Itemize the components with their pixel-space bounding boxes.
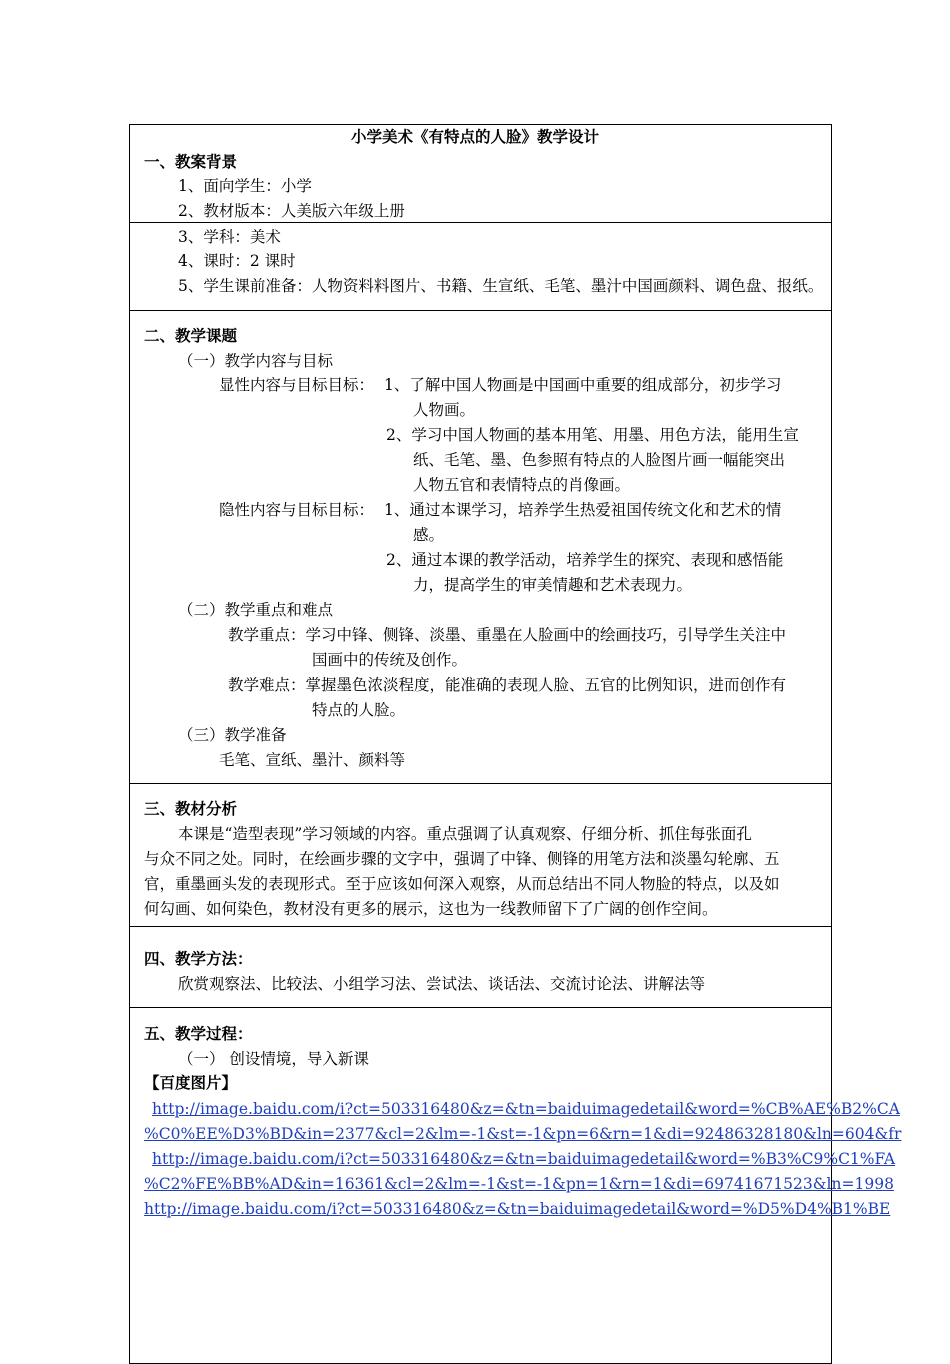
explicit-goal-line: 纸、毛笔、墨、色参照有特点的人脸图片画一幅能突出 (413, 451, 786, 469)
baidu-image-link[interactable]: %C0%EE%D3%BD&in=2377&cl=2&lm=-1&st=-1&pn=6&rn=1&di=92486328180&ln=604&fr (144, 1125, 902, 1143)
implicit-goal-line: 2、通过本课的教学活动，培养学生的探究、表现和感悟能 (386, 551, 784, 569)
info-item-preparation: 5、学生课前准备：人物资料料图片、书籍、生宣纸、毛笔、墨汁中国画颜料、调色盘、报纸。 (178, 277, 824, 295)
subheading-preparation: （三）教学准备 (178, 726, 287, 744)
difficulty-line: 教学难点：掌握墨色浓淡程度，能准确的表现人脸、五官的比例知识，进而创作有 (228, 676, 787, 694)
analysis-paragraph-line: 与众不同之处。同时，在绘画步骤的文字中，强调了中锋、侧锋的用笔方法和淡墨勾轮廓、五 (144, 850, 780, 868)
info-item-students: 1、面向学生：小学 (178, 177, 312, 195)
preparation-materials: 毛笔、宣纸、墨汁、颜料等 (219, 751, 406, 769)
table-divider (129, 222, 832, 223)
section-heading-background: 一、教案背景 (144, 152, 238, 171)
table-divider (129, 783, 832, 784)
implicit-goal-line: 感。 (413, 526, 445, 544)
section-heading-topic: 二、教学课题 (144, 326, 238, 345)
baidu-image-link[interactable]: %C2%FE%BB%AD&in=16361&cl=2&lm=-1&st=-1&pn=1&rn=1&di=69741671523&ln=1998 (144, 1175, 894, 1193)
implicit-goal-line: 1、通过本课学习，培养学生热爱祖国传统文化和艺术的情 (384, 501, 782, 519)
analysis-paragraph-line: 本课是“造型表现”学习领域的内容。重点强调了认真观察、仔细分析、抓住每张面孔 (178, 825, 752, 843)
baidu-images-label: 【百度图片】 (144, 1073, 238, 1092)
explicit-goal-line: 人物画。 (413, 401, 476, 419)
table-divider (129, 1007, 832, 1008)
baidu-image-link[interactable]: http://image.baidu.com/i?ct=503316480&z=&tn=baiduimagedetail&word=%B3%C9%C1%FA (152, 1150, 896, 1168)
explicit-goal-line: 人物五官和表情特点的肖像画。 (413, 476, 631, 494)
difficulty-line: 特点的人脸。 (312, 701, 406, 719)
explicit-goal-line: 1、了解中国人物画是中国画中重要的组成部分，初步学习 (384, 376, 782, 394)
baidu-image-link[interactable]: http://image.baidu.com/i?ct=503316480&z=&tn=baiduimagedetail&word=%D5%D4%B1%BE (144, 1200, 891, 1218)
section-heading-methods: 四、教学方法： (144, 949, 253, 968)
methods-text: 欣赏观察法、比较法、小组学习法、尝试法、谈话法、交流讨论法、讲解法等 (178, 975, 706, 993)
document-title: 小学美术《有特点的人脸》教学设计 (350, 127, 599, 146)
key-point-line: 国画中的传统及创作。 (312, 651, 468, 669)
table-divider (129, 926, 832, 927)
baidu-image-link[interactable]: http://image.baidu.com/i?ct=503316480&z=&tn=baiduimagedetail&word=%CB%AE%B2%CA (152, 1100, 900, 1118)
subheading-key-points: （二）教学重点和难点 (178, 601, 334, 619)
info-item-subject: 3、学科：美术 (178, 228, 281, 246)
section-heading-analysis: 三、教材分析 (144, 799, 238, 818)
subheading-content-goals: （一）教学内容与目标 (178, 352, 334, 370)
key-point-line: 教学重点：学习中锋、侧锋、淡墨、重墨在人脸画中的绘画技巧，引导学生关注中 (228, 626, 787, 644)
explicit-goal-line: 2、学习中国人物画的基本用笔、用墨、用色方法，能用生宣 (386, 426, 799, 444)
subheading-situation: （一） 创设情境，导入新课 (178, 1050, 369, 1068)
info-item-periods: 4、课时：2 课时 (178, 252, 296, 270)
info-item-textbook: 2、教材版本：人美版六年级上册 (178, 202, 405, 220)
table-divider (129, 310, 832, 311)
analysis-paragraph-line: 何勾画、如何染色，教材没有更多的展示，这也为一线教师留下了广阔的创作空间。 (144, 900, 718, 918)
analysis-paragraph-line: 官，重墨画头发的表现形式。至于应该如何深入观察，从而总结出不同人物脸的特点，以及如 (144, 875, 780, 893)
explicit-goals-label: 显性内容与目标目标： (219, 376, 375, 394)
section-heading-process: 五、教学过程： (144, 1024, 253, 1043)
implicit-goals-label: 隐性内容与目标目标： (219, 501, 375, 519)
implicit-goal-line: 力，提高学生的审美情趣和艺术表现力。 (413, 576, 693, 594)
